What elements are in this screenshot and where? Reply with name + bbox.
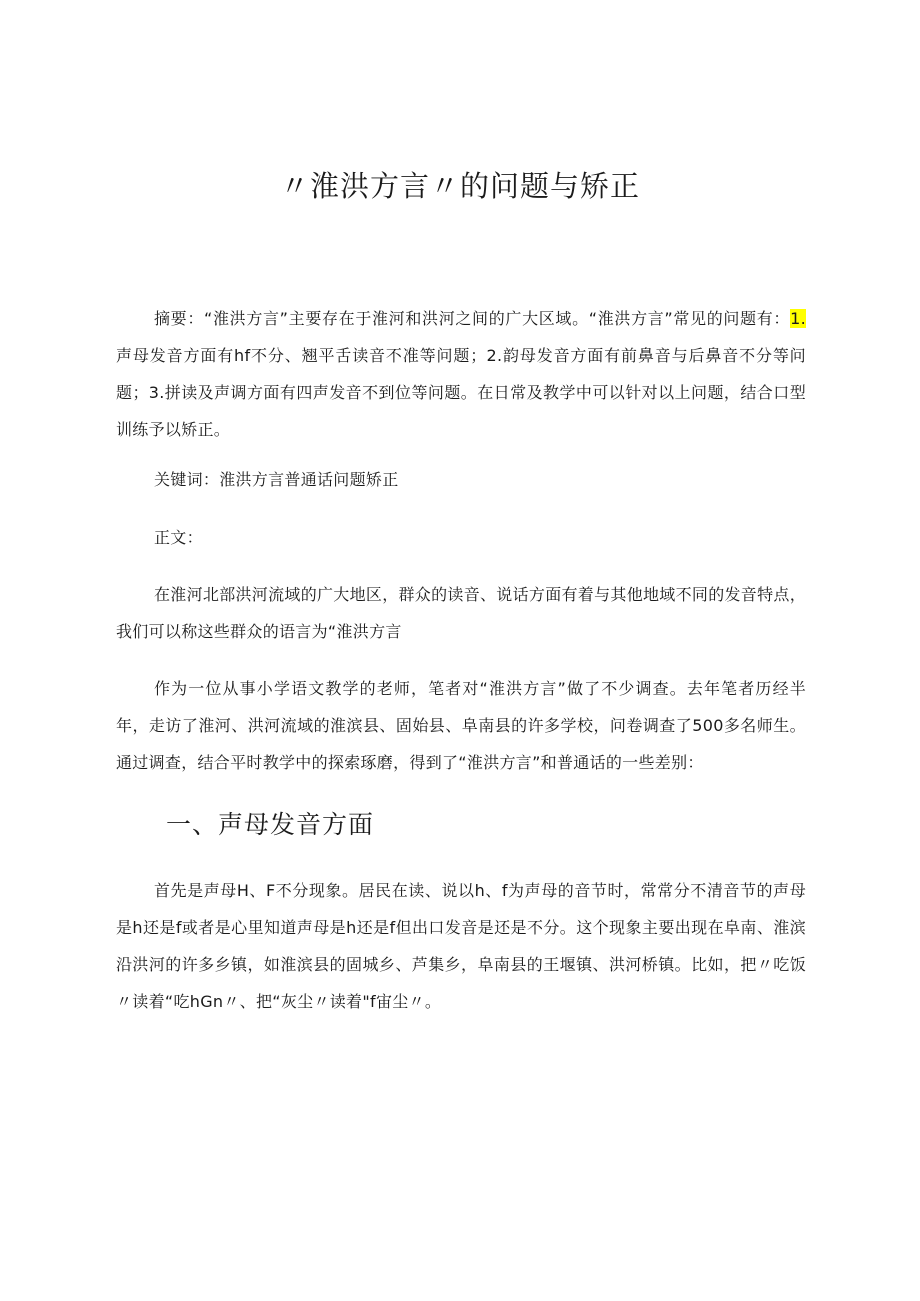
body-paragraph-3: 首先是声母H、F不分现象。居民在读、说以h、f为声母的音节时，常常分不清音节的声母是h还是f或者是心里知道声母是h还是f但出口发音是还是不分。这个现象主要出现在阜南、淮滨沿洪河的许多乡镇，如淮滨县的固城乡、芦集乡，阜南县的王堰镇、洪河桥镇。比如，把〃吃饭〃读着“吃hGn〃、把“灰尘〃读着"f宙尘〃。 — [116, 881, 806, 1011]
abstract-highlight: 1. — [790, 309, 806, 328]
keywords-line: 关键词：淮洪方言普通话问题矫正 — [154, 470, 399, 489]
body-paragraph-2: 作为一位从事小学语文教学的老师，笔者对“淮洪方言”做了不少调查。去年笔者历经半年，走访了淮河、洪河流域的淮滨县、固始县、阜南县的许多学校，问卷调查了500多名师生。通过调查，结合平时教学中的探索琢磨，得到了“淮洪方言”和普通话的一些差别： — [116, 679, 806, 772]
body-paragraph-1: 在淮河北部洪河流域的广大地区，群众的读音、说话方面有着与其他地域不同的发音特点，我们可以称这些群众的语言为“淮洪方言 — [116, 585, 807, 641]
abstract-suffix: 声母发音方面有hf不分、翘平舌读音不准等问题；2.韵母发音方面有前鼻音与后鼻音不分等问题；3.拼读及声调方面有四声发音不到位等问题。在日常及教学中可以针对以上问题，结合口型训练予以矫正。 — [116, 346, 806, 439]
section-heading: 一、声母发音方面 — [166, 810, 375, 839]
body-label: 正文： — [154, 528, 203, 547]
abstract-paragraph — [116, 300, 806, 448]
abstract-prefix: 摘要：“淮洪方言”主要存在于淮河和洪河之间的广大区域。“淮洪方言”常见的问题有： — [154, 309, 791, 328]
document-title: 〃淮洪方言〃的问题与矫正 — [279, 169, 640, 203]
